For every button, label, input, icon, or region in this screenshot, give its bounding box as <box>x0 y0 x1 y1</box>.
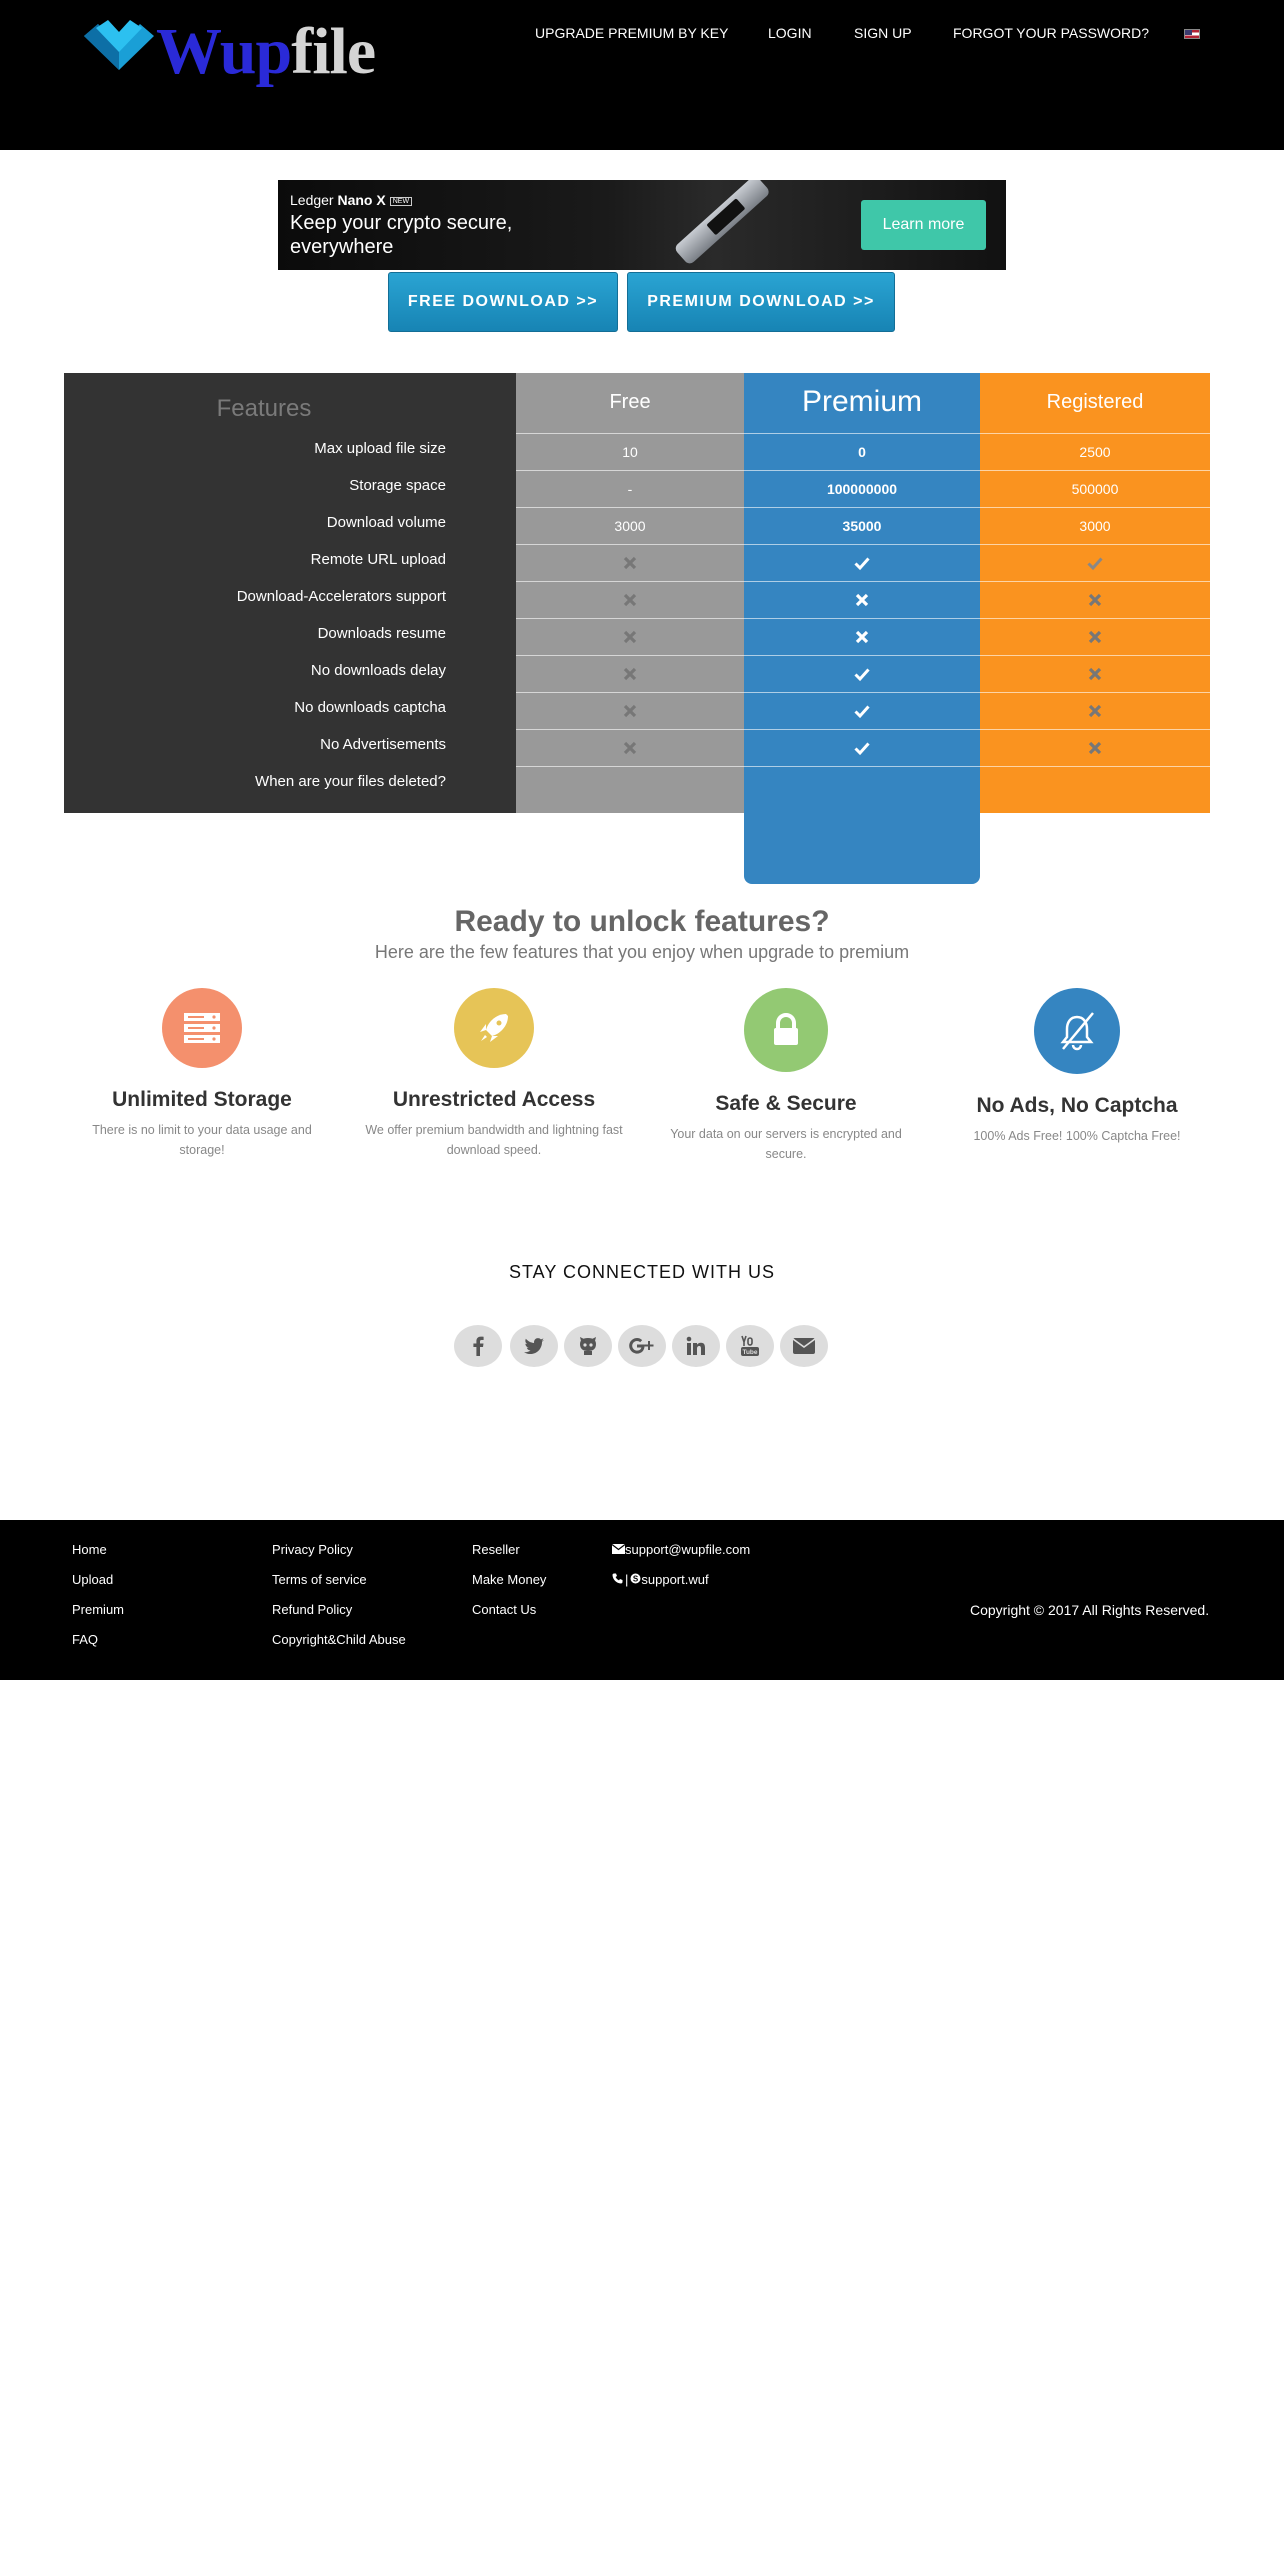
check-icon <box>854 740 870 756</box>
cross-icon <box>1087 666 1103 682</box>
site-header <box>0 0 1284 150</box>
feature-description: There is no limit to your data usage and storage! <box>92 1123 312 1157</box>
ledger-device-image <box>648 180 786 220</box>
svg-text:Tube: Tube <box>742 1349 758 1356</box>
feature-description: 100% Ads Free! 100% Captcha Free! <box>973 1129 1181 1143</box>
envelope-icon[interactable] <box>780 1325 828 1367</box>
registered-cell-10 <box>980 766 1210 812</box>
free-cell-10 <box>516 766 744 812</box>
us-flag-icon[interactable] <box>1184 29 1200 39</box>
footer-link-faq[interactable]: FAQ <box>72 1632 99 1647</box>
free-cell-9 <box>516 729 744 766</box>
footer-link-make-money[interactable]: Make Money <box>472 1572 547 1587</box>
free-cell-8 <box>516 692 744 729</box>
feature-description: We offer premium bandwidth and lightning fast download speed. <box>365 1123 623 1157</box>
registered-cell-6 <box>980 618 1210 655</box>
feature-title: Unrestricted Access <box>392 1088 596 1111</box>
cross-icon <box>1087 703 1103 719</box>
feature-description: Your data on our servers is encrypted and secure. <box>670 1127 902 1161</box>
row-label-download-volume: Download volume <box>326 514 446 531</box>
premium-cell-9 <box>744 729 980 766</box>
feature-title: Unlimited Storage <box>112 1088 292 1111</box>
free-cell-5 <box>516 581 744 618</box>
linkedin-icon[interactable] <box>672 1325 720 1367</box>
envelope-icon <box>612 1544 625 1554</box>
logo-wordmark: Wupfile <box>156 15 376 88</box>
features-title: Features <box>216 395 312 422</box>
phone-icon <box>612 1573 623 1584</box>
free-plan-title: Free <box>609 391 651 413</box>
nav-upgrade-premium-by-key[interactable]: UPGRADE PREMIUM BY KEY <box>535 25 729 41</box>
feature-unlimited-storage <box>72 988 332 1160</box>
registered-plan-column <box>980 373 1210 813</box>
cross-icon <box>622 592 638 608</box>
copyright-text: Copyright © 2017 All Rights Reserved. <box>970 1602 1210 1618</box>
registered-plan-title: Registered <box>1046 391 1144 413</box>
registered-cell-2: 500000 <box>980 470 1210 507</box>
premium-plan-column <box>744 373 980 884</box>
ad-brand: Ledger Nano X NEW <box>290 192 412 208</box>
cross-icon <box>1087 629 1103 645</box>
ad-headline-line2: everywhere <box>290 236 394 258</box>
row-label-no-captcha: No downloads captcha <box>294 699 446 716</box>
feature-safe-secure <box>656 988 916 1164</box>
check-icon <box>854 555 870 571</box>
feature-title: No Ads, No Captcha <box>976 1094 1178 1117</box>
svg-text:S: S <box>633 1574 639 1584</box>
registered-cell-7 <box>980 655 1210 692</box>
free-cell-4 <box>516 544 744 581</box>
check-icon <box>854 703 870 719</box>
cross-icon <box>1087 740 1103 756</box>
free-cell-2: - <box>516 470 744 507</box>
skype-icon <box>630 1573 641 1584</box>
check-icon <box>854 666 870 682</box>
footer-email[interactable] <box>612 1542 750 1557</box>
row-label-max-upload: Max upload file size <box>314 440 446 457</box>
footer-link-home[interactable]: Home <box>72 1542 107 1557</box>
site-footer <box>0 1520 1284 1680</box>
premium-cell-3: 35000 <box>744 507 980 544</box>
row-label-storage-space: Storage space <box>349 477 446 494</box>
nav-sign-up[interactable]: SIGN UP <box>854 25 912 41</box>
row-label-no-ads: No Advertisements <box>320 736 446 753</box>
cross-icon <box>622 555 638 571</box>
ad-banner[interactable] <box>278 180 1006 270</box>
footer-link-privacy-policy[interactable]: Privacy Policy <box>272 1542 353 1557</box>
registered-cell-9 <box>980 729 1210 766</box>
premium-cell-5 <box>744 581 980 618</box>
premium-cell-1: 0 <box>744 433 980 470</box>
nav-forgot-password[interactable]: FORGOT YOUR PASSWORD? <box>953 25 1150 41</box>
premium-cell-7 <box>744 655 980 692</box>
registered-cell-5 <box>980 581 1210 618</box>
premium-cell-2: 100000000 <box>744 470 980 507</box>
stay-connected-title: STAY CONNECTED WITH US <box>508 1262 775 1282</box>
free-plan-column <box>516 373 744 813</box>
ad-learn-more-button[interactable]: Learn more <box>861 200 986 250</box>
wupfile-logo[interactable] <box>84 12 374 92</box>
footer-link-reseller[interactable]: Reseller <box>472 1542 520 1557</box>
free-cell-6 <box>516 618 744 655</box>
facebook-icon[interactable] <box>454 1325 502 1367</box>
cross-icon <box>622 703 638 719</box>
row-label-remote-url: Remote URL upload <box>310 551 446 568</box>
footer-link-refund-policy[interactable]: Refund Policy <box>272 1602 353 1617</box>
registered-cell-8 <box>980 692 1210 729</box>
feature-unrestricted-access <box>364 988 624 1160</box>
footer-link-premium[interactable]: Premium <box>72 1602 125 1617</box>
google-plus-icon[interactable] <box>618 1325 666 1367</box>
cross-icon <box>1087 592 1103 608</box>
free-cell-1: 10 <box>516 433 744 470</box>
server-icon <box>162 988 242 1068</box>
free-cell-3: 3000 <box>516 507 744 544</box>
footer-link-upload[interactable]: Upload <box>72 1572 114 1587</box>
social-links <box>454 1325 834 1367</box>
footer-skype-text: support.wuf <box>641 1572 709 1587</box>
free-download-button[interactable]: FREE DOWNLOAD >> <box>388 272 618 332</box>
cross-icon <box>622 629 638 645</box>
premium-cell-4 <box>744 544 980 581</box>
cross-icon <box>854 592 870 608</box>
check-icon <box>1087 555 1103 571</box>
feature-title: Safe & Secure <box>715 1092 857 1115</box>
registered-cell-1: 2500 <box>980 433 1210 470</box>
footer-link-contact-us[interactable]: Contact Us <box>472 1602 537 1617</box>
footer-link-terms-of-service[interactable]: Terms of service <box>272 1572 367 1587</box>
row-label-resume: Downloads resume <box>317 625 446 642</box>
row-label-accelerators: Download-Accelerators support <box>236 588 446 605</box>
lock-icon <box>744 988 828 1072</box>
main-nav <box>0 25 1284 45</box>
premium-plan-title: Premium <box>801 385 922 418</box>
footer-skype[interactable]: | S support.wuf <box>612 1572 709 1587</box>
features-column <box>64 373 516 813</box>
registered-cell-4 <box>980 544 1210 581</box>
cross-icon <box>854 629 870 645</box>
premium-cell-6 <box>744 618 980 655</box>
cross-icon <box>622 740 638 756</box>
row-label-no-delay: No downloads delay <box>310 662 446 679</box>
unlock-title: Ready to unlock features? <box>454 905 830 938</box>
free-cell-7 <box>516 655 744 692</box>
ad-headline-line1: Keep your crypto secure, <box>290 212 513 234</box>
premium-cell-8 <box>744 692 980 729</box>
bell-slash-icon <box>1034 988 1120 1074</box>
nav-login[interactable]: LOGIN <box>768 25 812 41</box>
twitter-icon[interactable] <box>510 1325 558 1367</box>
rocket-icon <box>454 988 534 1068</box>
github-icon[interactable] <box>564 1325 612 1367</box>
unlock-subtitle: Here are the few features that you enjoy when upgrade to premium <box>374 942 910 962</box>
cross-icon <box>622 666 638 682</box>
ad-new-badge: NEW <box>390 197 412 206</box>
premium-cell-10 <box>744 766 980 812</box>
registered-cell-3: 3000 <box>980 507 1210 544</box>
footer-email-text: support@wupfile.com <box>625 1542 751 1557</box>
row-label-files-deleted: When are your files deleted? <box>255 773 446 790</box>
feature-no-ads-no-captcha <box>947 988 1207 1146</box>
premium-download-button[interactable]: PREMIUM DOWNLOAD >> <box>627 272 895 332</box>
youtube-icon[interactable] <box>726 1325 774 1367</box>
footer-link-copyright-child-abuse[interactable]: Copyright&Child Abuse <box>272 1632 406 1647</box>
